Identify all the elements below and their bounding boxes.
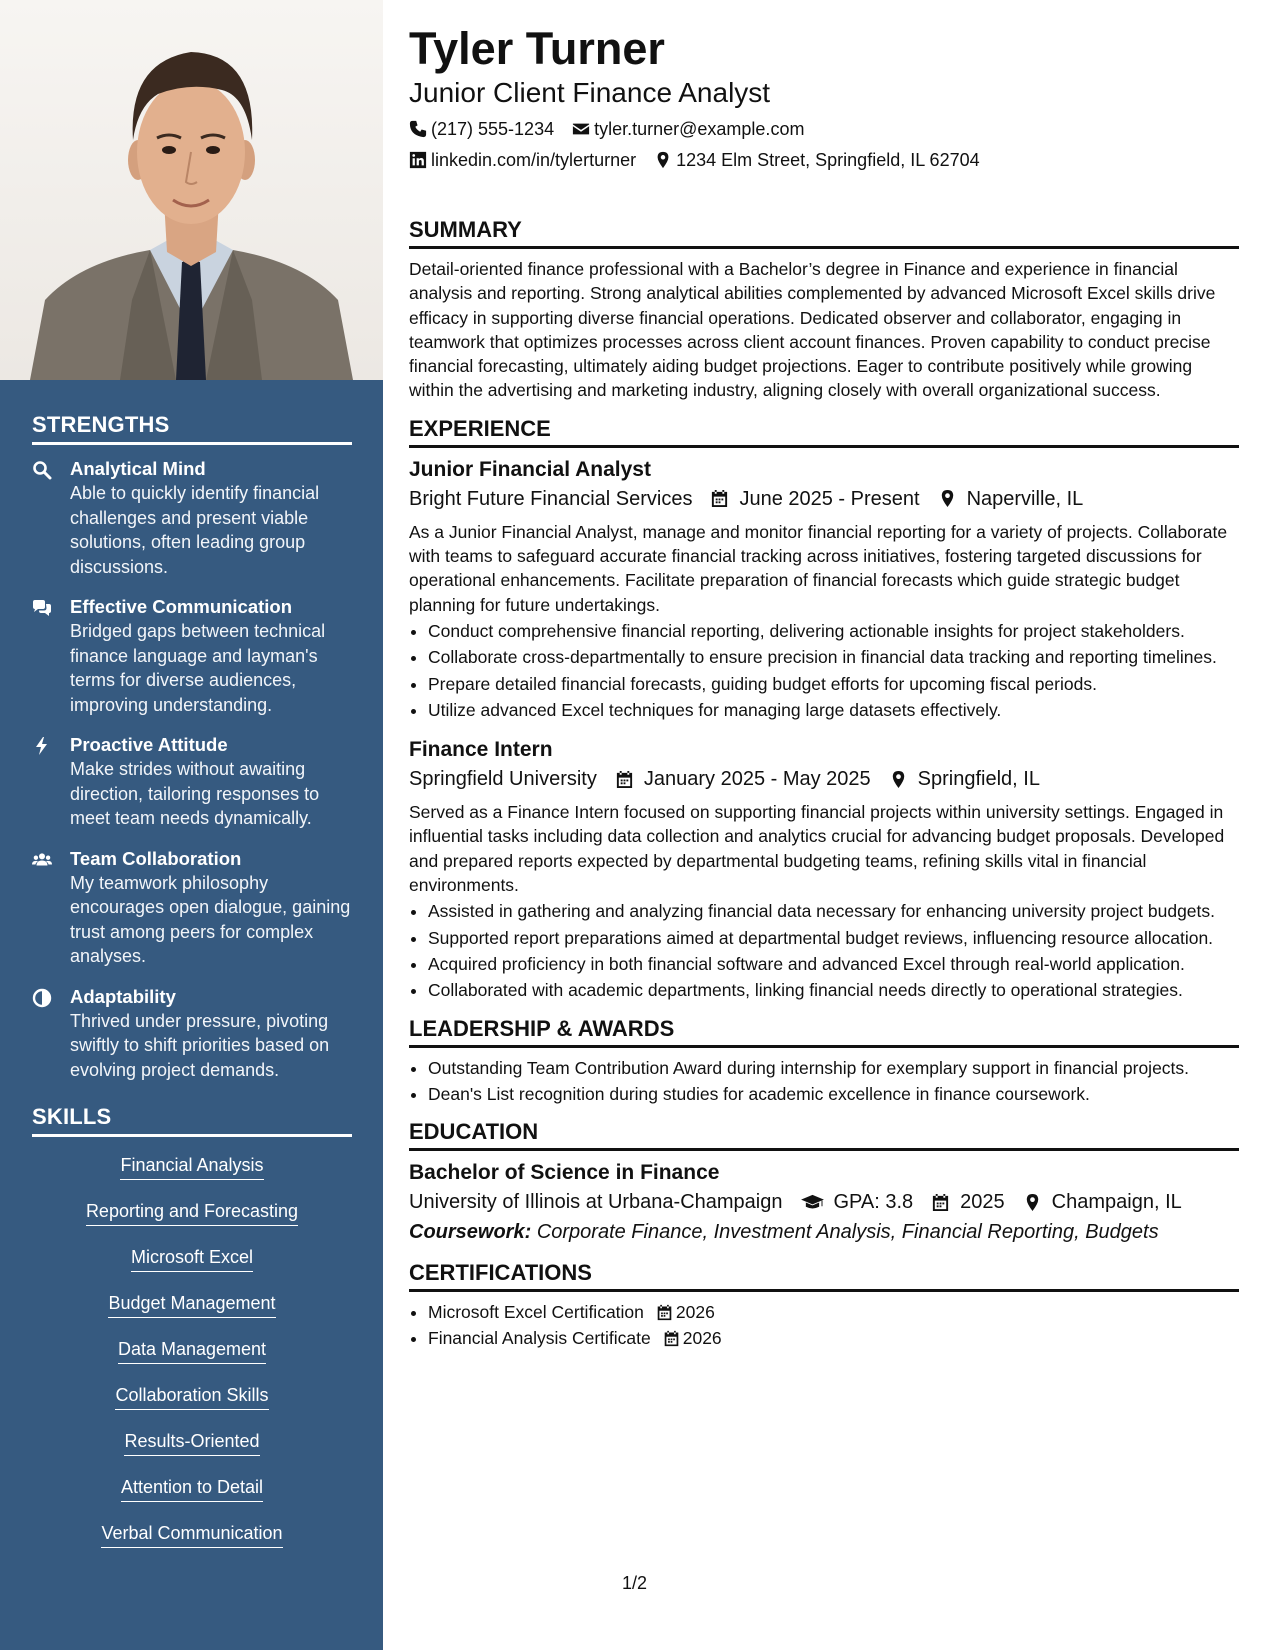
summary-text: Detail-oriented finance professional with a Bachelor’s degree in Finance and experience in financial analysis and reporting. Strong analytical abilities complemented by advanced Microsoft Excel skills drive efficacy in supporting diverse financial operations. Dedicated observer and collaborator, engaging in teamwork that optimizes processes across client account finances. Proven capability to conduct precise financial forecasting, ultimately aiding budget projections. Eager to contribute positively while growing within the advertising and marketing industry, aligning closely with overall organizational success. (409, 259, 1216, 401)
summary-section (409, 216, 1239, 403)
strength-desc: Able to quickly identify financial challenges and present viable solutions, often leading group discussions. (70, 483, 320, 577)
candidate-name: Tyler Turner (409, 23, 665, 74)
certification-name: • Financial Analysis Certificate (428, 1328, 651, 1349)
certification-year: 2026 (682, 1328, 722, 1349)
graduation-year: 2025 (960, 1191, 1005, 1214)
job-bullet: • Assisted in gathering and analyzing financial data necessary for enhancing university project budgets. (428, 899, 1239, 923)
job-location: Naperville, IL (966, 487, 1084, 510)
leadership-section (409, 1015, 1239, 1107)
strength-title: Proactive Attitude (70, 734, 228, 755)
company-name: Springfield University (409, 768, 597, 791)
skill-item: Budget Management (108, 1291, 275, 1318)
address-text: 1234 Elm Street, Springfield, IL 62704 (676, 150, 980, 170)
skills-list (32, 1149, 352, 1567)
skill-item: Reporting and Forecasting (86, 1199, 298, 1226)
skill-item: Microsoft Excel (131, 1245, 253, 1272)
coursework-list: Corporate Finance, Investment Analysis, Financial Reporting, Budgets (536, 1221, 1159, 1244)
job-entry (409, 456, 1239, 722)
job-title: Finance Intern (409, 738, 553, 762)
graduation-cap-icon (801, 1193, 824, 1212)
linkedin-icon (409, 151, 427, 169)
education-heading: EDUCATION (409, 1118, 1239, 1151)
job-bullet: • Utilize advanced Excel techniques for managing large datasets effectively. (428, 698, 1239, 722)
skill-item: Collaboration Skills (115, 1383, 268, 1410)
education-meta (409, 1187, 1239, 1217)
certification-item (428, 1326, 1239, 1350)
certification-list (409, 1300, 1239, 1351)
strength-item (32, 985, 352, 1083)
users-icon (32, 850, 52, 870)
gpa-text: GPA: 3.8 (833, 1191, 914, 1214)
job-bullet: • Acquired proficiency in both financial software and advanced Excel through real-world application. (428, 952, 1239, 976)
search-icon (32, 460, 52, 480)
job-bullet: • Collaborated with academic departments, linking financial needs directly to operational strategies. (428, 978, 1239, 1002)
strength-title: Analytical Mind (70, 458, 206, 479)
contact-row (409, 148, 1239, 172)
bolt-icon (32, 736, 52, 756)
experience-heading: EXPERIENCE (409, 415, 1239, 448)
skill-item: Results-Oriented (124, 1429, 259, 1456)
skill-item: Data Management (118, 1337, 266, 1364)
education-section (409, 1118, 1239, 1247)
certifications-heading: CERTIFICATIONS (409, 1259, 1239, 1292)
envelope-icon (572, 120, 590, 138)
strength-desc: Bridged gaps between technical finance language and layman's terms for diverse audiences, improving understanding. (70, 621, 326, 715)
experience-section (409, 415, 1239, 1003)
profile-photo (0, 0, 383, 380)
job-bullet: • Collaborate cross-departmentally to ensure precision in financial data tracking and reporting timelines. (428, 645, 1239, 669)
job-title-headline: Junior Client Finance Analyst (409, 77, 771, 108)
job-title: Junior Financial Analyst (409, 457, 651, 481)
phone-icon (409, 120, 427, 138)
award-list (409, 1056, 1239, 1107)
strengths-heading: STRENGTHS (32, 412, 352, 445)
strength-item (32, 457, 352, 579)
location-pin-icon (1023, 1193, 1042, 1212)
strength-title: Effective Communication (70, 596, 293, 617)
skills-heading: SKILLS (32, 1104, 352, 1137)
job-description: As a Junior Financial Analyst, manage and monitor financial reporting for a variety of projects. Collaborate with teams to safeguard accurate financial tracking across initiatives, fostering targeted discussions for operational enhancements. Facilitate preparation of financial forecasts which guide strategic budget planning for future undertakings. (409, 521, 1228, 615)
degree-title: Bachelor of Science in Finance (409, 1161, 720, 1185)
strength-desc: Make strides without awaiting direction, tailoring responses to meet team needs dynamically. (70, 759, 320, 828)
calendar-icon (615, 770, 634, 789)
coursework-label: Coursework: (409, 1221, 532, 1244)
half-circle-icon (32, 988, 52, 1008)
strength-item (32, 733, 352, 831)
strength-title: Team Collaboration (70, 847, 242, 869)
job-bullet: • Conduct comprehensive financial reporting, delivering actionable insights for project stakeholders. (428, 619, 1239, 643)
email-link[interactable]: tyler.turner@example.com (594, 119, 805, 139)
leadership-heading: LEADERSHIP & AWARDS (409, 1015, 1239, 1048)
certifications-section (409, 1259, 1239, 1351)
calendar-icon (656, 1304, 673, 1321)
school-name: University of Illinois at Urbana-Champaign (409, 1191, 783, 1214)
summary-heading: SUMMARY (409, 216, 1239, 249)
certification-year: 2026 (675, 1302, 715, 1323)
phone-text[interactable]: (217) 555-1234 (431, 119, 555, 139)
strength-item (32, 847, 352, 969)
job-dates: January 2025 - May 2025 (643, 768, 871, 791)
linkedin-link[interactable]: linkedin.com/in/tylerturner (431, 150, 637, 170)
job-bullet: • Prepare detailed financial forecasts, guiding budget efforts for upcoming fiscal periods. (428, 672, 1239, 696)
strength-title: Adaptability (70, 985, 176, 1007)
job-bullets (409, 899, 1239, 1002)
job-bullet: • Supported report preparations aimed at departmental budget reviews, influencing resource allocation. (428, 926, 1239, 950)
strength-desc: My teamwork philosophy encourages open dialogue, gaining trust among peers for complex analyses. (70, 872, 351, 966)
job-description: Served as a Finance Intern focused on supporting financial projects within university settings. Engaged in influential tasks including data collection and analytics crucial for advancing budget proposals. Developed and prepared reports expected by departmental budgeting teams, refining skills vital in financial environments. (409, 802, 1225, 896)
chat-icon (32, 598, 52, 618)
sidebar (0, 0, 383, 1650)
job-bullets (409, 619, 1239, 722)
skill-item: Attention to Detail (121, 1475, 263, 1502)
strength-item (32, 595, 352, 717)
award-item: • Outstanding Team Contribution Award during internship for exemplary support in financial projects. (428, 1056, 1239, 1080)
award-item: • Dean's List recognition during studies for academic excellence in finance coursework. (428, 1082, 1239, 1106)
calendar-icon (663, 1330, 680, 1347)
company-name: Bright Future Financial Services (409, 487, 693, 510)
job-entry (409, 736, 1239, 1002)
main-content (409, 22, 1239, 1353)
job-dates: June 2025 - Present (739, 487, 920, 510)
certification-item (428, 1300, 1239, 1324)
job-location: Springfield, IL (917, 768, 1040, 791)
skill-item: Financial Analysis (120, 1153, 263, 1180)
job-meta (409, 764, 1239, 794)
calendar-icon (931, 1193, 950, 1212)
location-pin-icon (889, 770, 908, 789)
calendar-icon (710, 489, 729, 508)
certification-name: • Microsoft Excel Certification (428, 1302, 644, 1323)
contact-row (409, 117, 1239, 141)
location-pin-icon (938, 489, 957, 508)
skill-item: Verbal Communication (101, 1521, 282, 1548)
page-number: 1/2 (622, 1573, 648, 1593)
strength-desc: Thrived under pressure, pivoting swiftly to shift priorities based on evolving project demands. (70, 1010, 330, 1080)
education-location: Champaign, IL (1051, 1191, 1182, 1214)
coursework (409, 1217, 1239, 1247)
location-pin-icon (654, 151, 672, 169)
job-meta (409, 484, 1239, 514)
